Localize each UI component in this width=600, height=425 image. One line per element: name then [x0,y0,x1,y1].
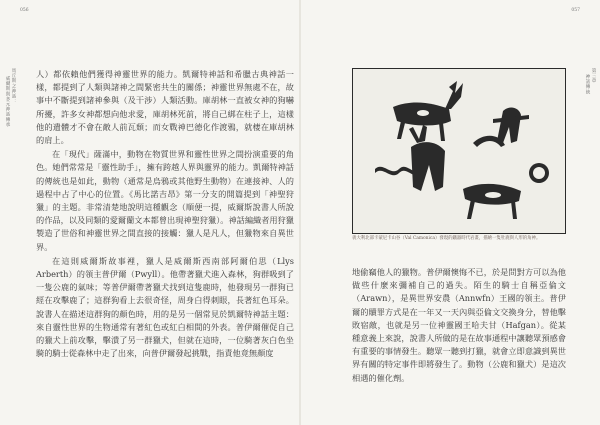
page-number-right: 057 [571,8,580,13]
right-page [300,0,600,425]
rock-art-illustration [353,69,565,233]
running-head-right-line-1: 第三章 [591,68,596,84]
paragraph: 在「現代」薩滿中，動物在物質世界和靈性世界之間扮演重要的角色。她們常常是「靈性助手」，擁有跨越人界與靈界的能力。凱爾特神話的傳統也是如此，動物（通常是烏鴉或其他野生動物）在連接神、人的過程中占了中心的位置。《馬比諾吉昂》第一分支的開篇提到「神聖狩獵」的主題。非常清楚地說明這種觀念（順便一提，威爾斯說書人所說的作品，以及同類的愛爾蘭文本都曾出現神聖狩獵）。神話編織者用狩獵製造了世俗和神靈世界之間直接的接觸：獵人是凡人，但獵物來自異世界。 [36,149,294,252]
running-head-right-line-2: 神話傳統 [585,74,590,95]
right-body-text [352,266,566,385]
paragraph: 人）都依賴他們獲得神靈世界的能力。凱爾特神話和希臘古典神話一樣，都提到了人類與諸神之間緊密共生的關係；神靈世界無處不在，故事中不斷提到諸神參與（及干涉）人類活動。庫胡林一直被女神的狗嚇所擾，許多女神都想向他求愛，庫胡林死前，將自己綁在柱子上，這樣他的遺體才不會在敵人前瓦頹；而女戰神巴德化作渡鴉，就棲在庫胡林的肩上。 [36,69,294,146]
running-head-right [584,68,596,94]
running-head-left-line-1: 馬丘斯之神話： [11,68,16,104]
left-body-text [36,68,294,361]
paragraph: 在這則威爾斯故事裡，獵人是威爾斯西南部阿爾伯思（Llys Arberth）的領主普伊爾（Pwyll）。他帶著獵犬進入森林，狗群吸到了一隻公鹿的氣味；等普伊爾帶著獵犬找到這隻鹿時，他發現另一群狗已經在攻擊鹿了；這群狗看上去很奇怪，周身白得刺眼，長著紅色耳朵。說書人在描述這群狗的顏色時，用的是另一個常見於凱爾特神話主題：來自靈性世界的生物通常有著紅色或紅白相間的外表。普伊爾催促自己的獵犬上前攻擊，擊潰了另一群獵犬，但就在這時，一位騎著灰白色坐騎的騎士從森林中走了出來，向普伊爾發起挑戰，指責他竟無顏度 [36,255,294,359]
page-number-left: 056 [20,8,29,13]
running-head-left-line-2: 威爾斯與多元神話傳承 [5,76,10,127]
figure-caption: 義大利北部卡蒙尼卡山谷（Val Camonica）發現的鐵器時代岩畫，描繪一隻牡鹿與人形的角神。 [352,236,541,241]
running-head-left [4,68,16,127]
paragraph: 地偷竊他人的獵物。普伊爾懊悔不已，於是問對方可以為他做些什麼來彌補自己的過失。陌生的騎士自稱亞倫文（Arawn），是異世界安農（Annwfn）王國的領主。普伊爾的贖罪方式是在一年又一天內與亞倫文交換身分，替他擊敗宿敵，也就是另一位神靈國王哈夫甘（Hafgan）。從某種意義上來說，說書人所做的是在故事通程中讓聽眾預感會有重要的事情發生。聽眾一聽到打獵，就會立即意識到異世界有關的特定事件即將發生了。動物（公鹿和獵犬）是這次相遇的催化劑。 [352,267,566,383]
rock-art-figure [352,68,566,234]
